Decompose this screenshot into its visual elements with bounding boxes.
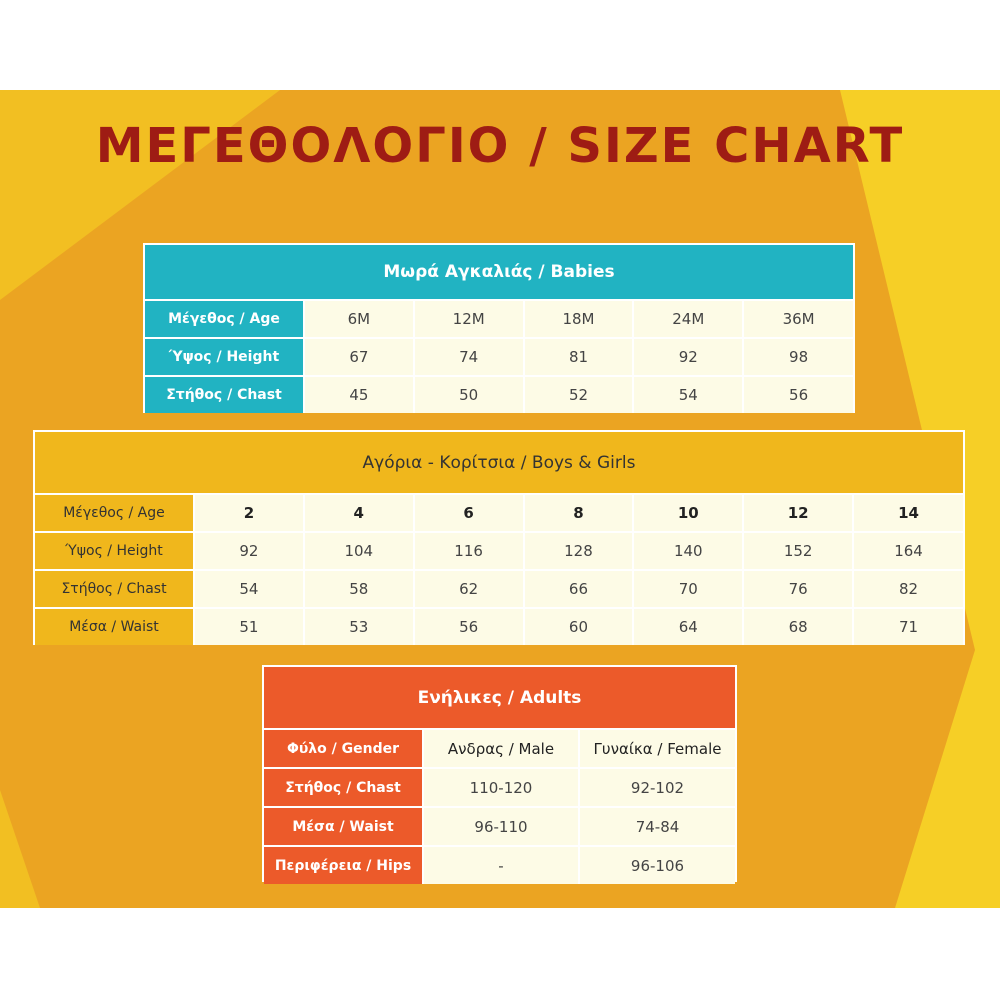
row-label-height: Ύψος / Height xyxy=(35,532,194,570)
table-cell: 70 xyxy=(633,570,743,608)
size-chart-canvas xyxy=(0,90,1000,908)
table-row xyxy=(264,807,735,846)
row-label-age: Μέγεθος / Age xyxy=(145,300,304,338)
table-cell: 92-102 xyxy=(579,768,735,807)
table-cell: 110-120 xyxy=(423,768,579,807)
table-cell: 71 xyxy=(853,608,963,645)
table-cell: 81 xyxy=(524,338,634,376)
babies-grid xyxy=(145,299,853,413)
table-cell: 52 xyxy=(524,376,634,413)
table-row xyxy=(145,376,853,413)
row-label-hips: Περιφέρεια / Hips xyxy=(264,846,423,884)
row-label-chest: Στήθος / Chast xyxy=(35,570,194,608)
table-cell: 54 xyxy=(194,570,304,608)
table-cell: 74-84 xyxy=(579,807,735,846)
table-cell: 53 xyxy=(304,608,414,645)
table-cell: 64 xyxy=(633,608,743,645)
kids-header: Αγόρια - Κορίτσια / Boys & Girls xyxy=(35,432,963,493)
table-cell: 92 xyxy=(633,338,743,376)
table-row xyxy=(35,532,963,570)
table-cell: 12M xyxy=(414,300,524,338)
table-cell: 56 xyxy=(743,376,853,413)
page-title: ΜΕΓΕΘΟΛΟΓΙΟ / SIZE CHART xyxy=(95,118,905,174)
row-label-gender: Φύλο / Gender xyxy=(264,729,423,768)
table-cell: 76 xyxy=(743,570,853,608)
background-yellow-corner-bottom xyxy=(0,790,40,908)
adults-header: Ενήλικες / Adults xyxy=(264,667,735,728)
table-cell: 4 xyxy=(304,494,414,532)
table-cell: 96-110 xyxy=(423,807,579,846)
table-row xyxy=(264,768,735,807)
table-cell: 18M xyxy=(524,300,634,338)
table-cell: 10 xyxy=(633,494,743,532)
table-row xyxy=(145,300,853,338)
table-cell: 58 xyxy=(304,570,414,608)
table-cell: 104 xyxy=(304,532,414,570)
row-label-age: Μέγεθος / Age xyxy=(35,494,194,532)
table-cell: 12 xyxy=(743,494,853,532)
row-label-waist: Μέσα / Waist xyxy=(35,608,194,645)
row-label-chest: Στήθος / Chast xyxy=(264,768,423,807)
table-cell: 68 xyxy=(743,608,853,645)
table-cell: 56 xyxy=(414,608,524,645)
table-cell: 6M xyxy=(304,300,414,338)
table-cell: 67 xyxy=(304,338,414,376)
table-cell: 50 xyxy=(414,376,524,413)
table-cell: - xyxy=(423,846,579,884)
table-cell: 74 xyxy=(414,338,524,376)
table-row xyxy=(145,338,853,376)
kids-table xyxy=(33,430,965,645)
table-cell: 8 xyxy=(524,494,634,532)
kids-grid xyxy=(35,493,963,645)
adults-table xyxy=(262,665,737,882)
babies-header: Μωρά Αγκαλιάς / Babies xyxy=(145,245,853,299)
table-cell: 51 xyxy=(194,608,304,645)
table-cell: 140 xyxy=(633,532,743,570)
babies-table xyxy=(143,243,855,413)
row-label-height: Ύψος / Height xyxy=(145,338,304,376)
table-cell: 66 xyxy=(524,570,634,608)
table-cell: 96-106 xyxy=(579,846,735,884)
table-cell: 164 xyxy=(853,532,963,570)
table-cell: 128 xyxy=(524,532,634,570)
table-row xyxy=(35,570,963,608)
row-label-chest: Στήθος / Chast xyxy=(145,376,304,413)
table-cell: 62 xyxy=(414,570,524,608)
table-cell: 45 xyxy=(304,376,414,413)
adults-grid xyxy=(264,728,735,884)
table-cell: 82 xyxy=(853,570,963,608)
table-cell: 60 xyxy=(524,608,634,645)
table-cell: 14 xyxy=(853,494,963,532)
table-row xyxy=(264,729,735,768)
table-cell: 54 xyxy=(633,376,743,413)
table-cell: Γυναίκα / Female xyxy=(579,729,735,768)
table-row xyxy=(35,494,963,532)
row-label-waist: Μέσα / Waist xyxy=(264,807,423,846)
table-cell: 6 xyxy=(414,494,524,532)
table-cell: Ανδρας / Male xyxy=(423,729,579,768)
table-cell: 36M xyxy=(743,300,853,338)
table-cell: 92 xyxy=(194,532,304,570)
table-row xyxy=(35,608,963,645)
table-cell: 24M xyxy=(633,300,743,338)
table-row xyxy=(264,846,735,884)
table-cell: 116 xyxy=(414,532,524,570)
table-cell: 98 xyxy=(743,338,853,376)
table-cell: 152 xyxy=(743,532,853,570)
table-cell: 2 xyxy=(194,494,304,532)
